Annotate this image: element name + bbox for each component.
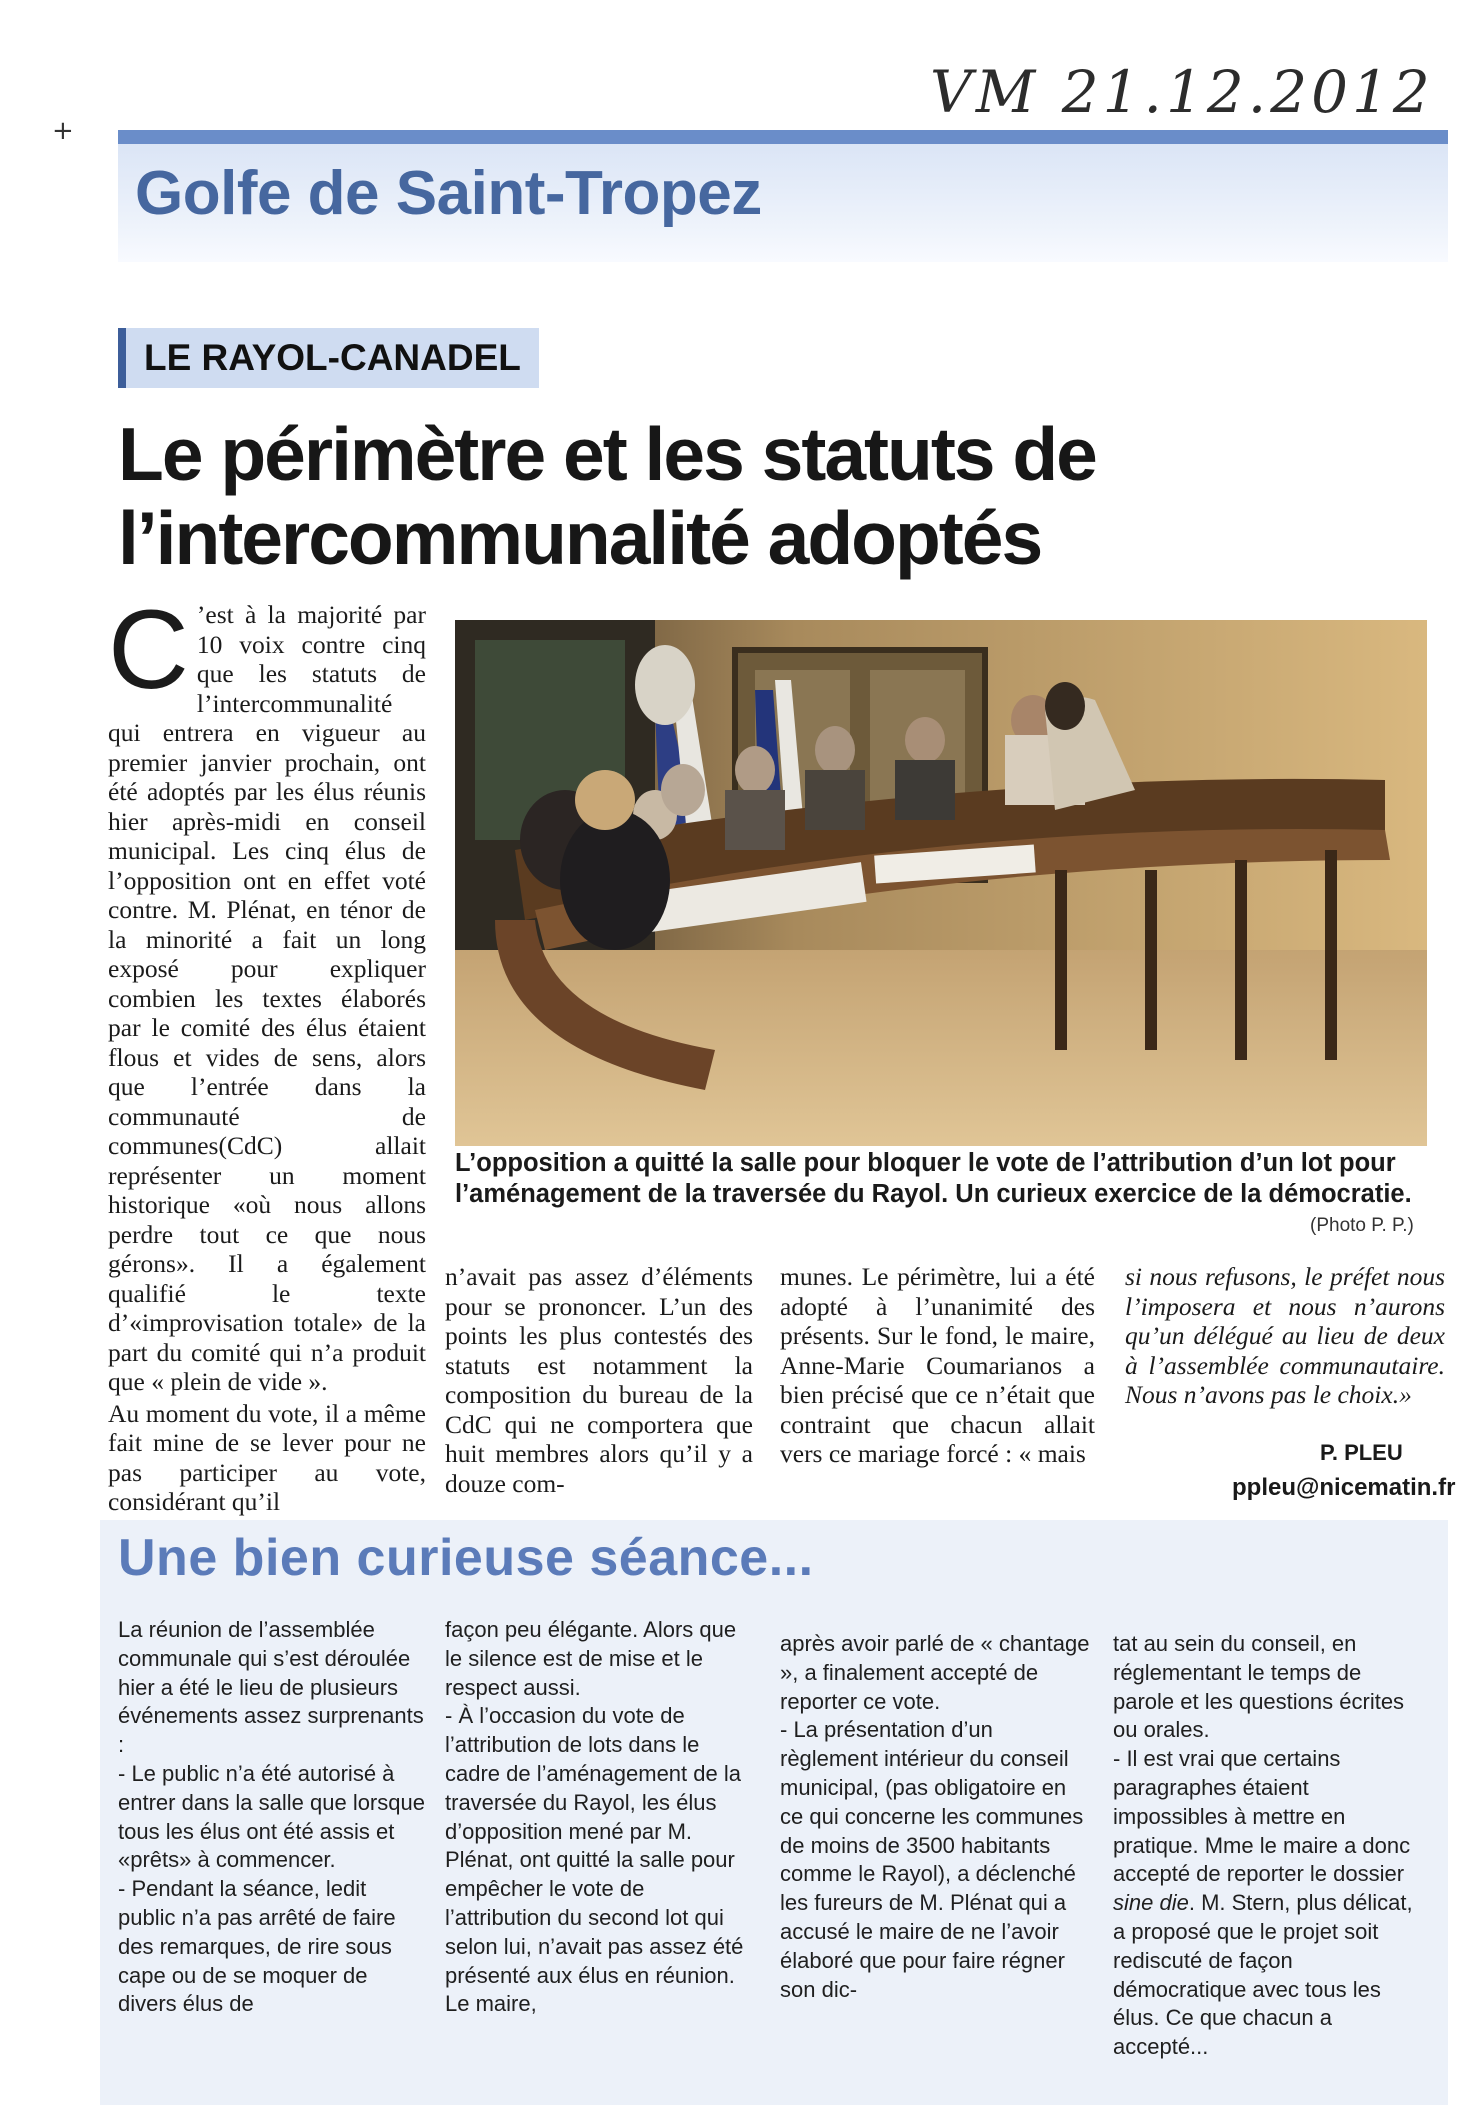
article-headline: Le périmètre et les statuts de l’intercommunalité adoptés xyxy=(118,412,1096,580)
author-email: ppleu@nicematin.fr xyxy=(1232,1474,1456,1501)
section-banner-strip xyxy=(118,130,1448,144)
sidebar-column-3-text: après avoir parlé de « chantage », a finalement accepté de reporter ce vote. - La présentation d’un règlement intérieur du conseil municipal, (pas obligatoire en ce qui concerne les communes de moins de 3500 habitants comme le Rayol), a déclenché les fureurs de M. Plénat qui a accusé le maire de ne l’avoir élaboré que pour faire régner son dic- xyxy=(780,1631,1090,2002)
sidebar-column-4 xyxy=(1113,1630,1423,2062)
sidebar-column-4-part-b: . M. Stern, plus délicat, a proposé que le projet soit rediscuté de façon démocratique avec tous les élus. Ce que chacun a accepté... xyxy=(1113,1890,1413,2060)
handwritten-date-note: VM 21.12.2012 xyxy=(930,58,1434,126)
sidebar-column-4-text xyxy=(1113,1630,1423,2062)
article-column-3 xyxy=(780,1262,1095,1469)
section-title: Golfe de Saint-Tropez xyxy=(135,159,762,228)
article-column-2 xyxy=(445,1262,753,1498)
drop-cap: C xyxy=(108,587,189,712)
council-meeting-photo xyxy=(455,620,1427,1146)
article-paragraph-1: ’est à la majorité par 10 voix contre cinq que les statuts de l’intercommunalité qui entrera en vigueur au premier janvier prochain, ont été adoptés par les élus réunis hier après-midi en conseil municipal. Les cinq élus de l’opposition ont en effet voté contre. M. Plénat, en ténor de la minorité a fait un long exposé pour expliquer combien les textes élaborés par le comité des élus étaient flous et vides de sens, alors que l’entrée dans la communauté de communes(CdC) allait représenter un moment historique «où nous allons perdre tout ce que nous gérons». Il a également qualifié le texte d’«improvisation totale» de la part du comité qui n’a produit que « plein de vide ». xyxy=(108,600,426,1396)
sidebar-column-4-italic: sine die xyxy=(1113,1890,1189,1916)
sidebar-column-4-part-a: tat au sein du conseil, en réglementant le temps de parole et les questions écrites ou orales. - Il est vrai que certains paragraphes étaient impossibles à mettre en pratique. Mme le maire a donc accepté de reporter le dossier xyxy=(1113,1631,1411,1887)
article-column-4-text: si nous refusons, le préfet nous l’imposera et nous n’aurons qu’un délégué au lieu de deux à l’assemblée communautaire. Nous n’avons pas le choix.» xyxy=(1125,1262,1445,1409)
sidebar-column-1 xyxy=(118,1616,428,2019)
photo-caption: L’opposition a quitté la salle pour bloquer le vote de l’attribution d’un lot pour l’aménagement de la traversée du Rayol. Un curieux exercice de la démocratie. xyxy=(455,1149,1412,1208)
sidebar-column-1-text: La réunion de l’assemblée communale qui s’est déroulée hier a été le lieu de plusieurs événements assez surprenants : - Le public n’a été autorisé à entrer dans la salle que lorsque tous les élus ont été assis et «prêts» à commencer. - Pendant la séance, ledit public n’a pas arrêté de faire des remarques, de rire sous cape ou de se moquer de divers élus de xyxy=(118,1617,425,2017)
location-kicker: LE RAYOL-CANADEL xyxy=(118,328,539,388)
article-column-3-text: munes. Le périmètre, lui a été adopté à l’unanimité des présents. Sur le fond, le maire, Anne-Marie Coumarianos a bien précisé que ce n’était que contraint que chacun allait vers ce mariage forcé : « mais xyxy=(780,1262,1095,1468)
author-signature: P. PLEU xyxy=(1320,1440,1403,1465)
sidebar-column-2-text: façon peu élégante. Alors que le silence est de mise et le respect aussi. - À l’occasion du vote de l’attribution de lots dans le cadre de l’aménagement de la traversée du Rayol, les élus d’opposition mené par M. Plénat, ont quitté la salle pour empêcher le vote de l’attribution du second lot qui selon lui, n’avait pas assez été présenté aux élus en réunion. Le maire, xyxy=(445,1617,744,2017)
crop-mark-icon: + xyxy=(52,116,74,146)
photo-credit: (Photo P. P.) xyxy=(1310,1215,1414,1236)
sidebar-title: Une bien curieuse séance... xyxy=(118,1529,814,1587)
article-column-4 xyxy=(1125,1262,1445,1410)
sidebar-column-3 xyxy=(780,1630,1090,2004)
article-column-2-text: n’avait pas assez d’éléments pour se prononcer. L’un des points les plus contestés des statuts est notamment la composition du bureau de la CdC qui ne comportera que huit membres alors qu’il y a douze com- xyxy=(445,1262,753,1498)
sidebar-column-2 xyxy=(445,1616,750,2019)
article-paragraph-2: Au moment du vote, il a même fait mine de se lever pour ne pas participer au vote, considérant qu’il xyxy=(108,1398,426,1516)
article-column-1 xyxy=(108,587,426,1519)
